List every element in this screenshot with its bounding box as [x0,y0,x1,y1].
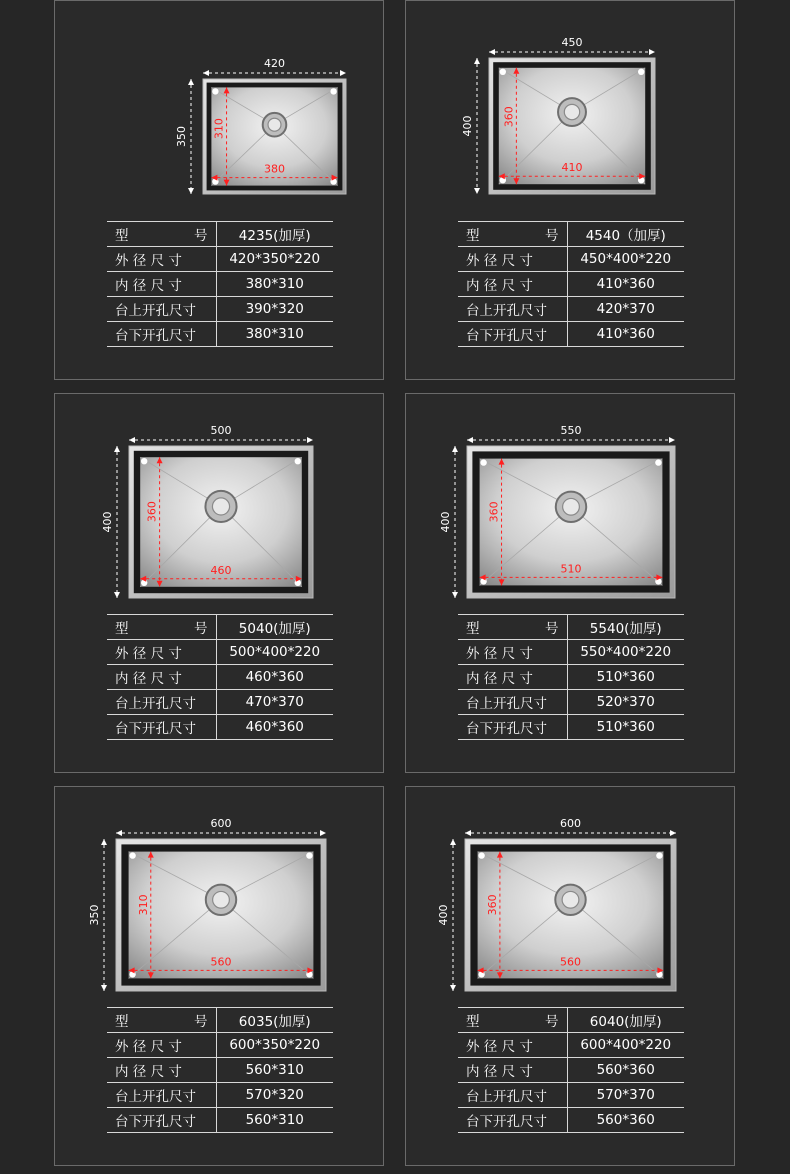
row-top-cutout [107,690,333,715]
sink-panel-4540 [405,0,735,380]
inner-width-label: 380 [264,162,285,176]
label-outer: 外 径 尺 寸 [458,247,567,272]
sink-diagram [406,1,736,216]
value-outer: 550*400*220 [580,644,672,660]
corner-highlight [141,458,147,464]
row-top-cutout [107,297,333,322]
corner-highlight [330,88,336,94]
inner-height-label: 310 [136,894,150,916]
outer-height-label: 400 [437,904,450,926]
label-under-cutout: 台下开孔尺寸 [107,322,216,347]
label-inner: 内 径 尺 寸 [107,665,216,690]
row-outer [107,640,333,665]
value-model: 4235(加厚) [238,228,311,244]
label-top-cutout: 台上开孔尺寸 [458,1083,567,1108]
outer-height-arrows [452,446,458,598]
value-under-cutout: 380*310 [245,326,304,342]
spec-table [458,221,684,347]
sink-top-view-illustration [406,787,736,1002]
sink-diagram [406,394,736,609]
value-inner: 460*360 [245,669,304,685]
corner-highlight [656,852,662,858]
sink-diagram [55,787,385,1002]
row-top-cutout [458,1083,684,1108]
outer-height-label: 350 [175,126,188,147]
row-under-cutout [107,715,333,740]
row-inner [107,1058,333,1083]
label-model: 型 号 [107,222,216,247]
row-outer [107,247,333,272]
drain-center [212,498,229,515]
inner-width-label: 510 [560,562,582,576]
inner-height-label: 360 [485,894,499,916]
label-outer: 外 径 尺 寸 [458,640,567,665]
label-under-cutout: 台下开孔尺寸 [107,715,216,740]
corner-highlight [306,852,312,858]
outer-height-arrows [450,839,456,991]
label-outer: 外 径 尺 寸 [458,1033,567,1058]
label-top-cutout: 台上开孔尺寸 [458,297,567,322]
label-model: 型 号 [107,615,216,640]
row-top-cutout [107,1083,333,1108]
value-under-cutout: 460*360 [245,719,304,735]
label-model: 型 号 [458,1008,567,1033]
value-top-cutout: 470*370 [245,694,304,710]
row-inner [107,272,333,297]
outer-height-label: 400 [461,115,474,137]
value-model: 6035(加厚) [238,1014,311,1030]
row-inner [458,272,684,297]
value-model: 6040(加厚) [589,1014,662,1030]
value-model: 5540(加厚) [589,621,662,637]
row-under-cutout [458,715,684,740]
label-under-cutout: 台下开孔尺寸 [107,1108,216,1133]
label-outer: 外 径 尺 寸 [107,640,216,665]
drain-center [562,891,579,908]
row-under-cutout [107,322,333,347]
sink-diagram [55,1,385,216]
drain-center [213,891,230,908]
value-top-cutout: 570*370 [596,1087,655,1103]
value-inner: 560*360 [596,1062,655,1078]
label-model: 型 号 [458,615,567,640]
value-outer: 420*350*220 [229,251,321,267]
sink-top-view-illustration [55,1,385,216]
row-outer [107,1033,333,1058]
value-under-cutout: 510*360 [596,719,655,735]
row-outer [458,247,684,272]
corner-highlight [638,69,644,75]
value-model: 4540（加厚) [585,228,666,244]
sink-panel-5540 [405,393,735,773]
value-top-cutout: 390*320 [245,301,304,317]
row-outer [458,1033,684,1058]
sink-top-view-illustration [406,394,736,609]
inner-height-label: 360 [145,501,159,523]
value-outer: 450*400*220 [580,251,672,267]
row-inner [107,665,333,690]
value-outer: 600*400*220 [580,1037,672,1053]
outer-height-arrows [114,446,120,598]
corner-highlight [129,852,135,858]
sink-top-view-illustration [55,787,385,1002]
outer-width-label: 550 [560,424,582,437]
label-outer: 外 径 尺 寸 [107,1033,216,1058]
value-inner: 510*360 [596,669,655,685]
drain-center [268,118,281,131]
value-model: 5040(加厚) [238,621,311,637]
row-inner [458,665,684,690]
inner-width-label: 560 [210,955,232,969]
spec-table [458,1007,684,1133]
label-model: 型 号 [458,222,567,247]
outer-width-label: 450 [561,36,583,49]
value-top-cutout: 420*370 [596,301,655,317]
row-model [107,222,333,247]
inner-height-label: 360 [502,106,516,128]
row-model [458,1008,684,1033]
value-top-cutout: 520*370 [596,694,655,710]
label-under-cutout: 台下开孔尺寸 [458,715,567,740]
sink-top-view-illustration [55,394,385,609]
row-model [107,1008,333,1033]
label-top-cutout: 台上开孔尺寸 [107,690,216,715]
row-model [458,615,684,640]
sink-diagram [55,394,385,609]
outer-width-label: 600 [210,817,232,830]
outer-width-label: 600 [560,817,581,830]
value-inner: 560*310 [245,1062,304,1078]
value-top-cutout: 570*320 [245,1087,304,1103]
label-inner: 内 径 尺 寸 [458,665,567,690]
value-outer: 600*350*220 [229,1037,321,1053]
spec-table [107,1007,333,1133]
corner-highlight [480,459,486,465]
corner-highlight [478,852,484,858]
label-inner: 内 径 尺 寸 [458,1058,567,1083]
label-top-cutout: 台上开孔尺寸 [107,297,216,322]
row-model [107,615,333,640]
row-under-cutout [458,322,684,347]
spec-table [107,221,333,347]
sink-panel-6040 [405,786,735,1166]
row-under-cutout [107,1108,333,1133]
corner-highlight [295,458,301,464]
value-under-cutout: 560*360 [596,1112,655,1128]
row-top-cutout [458,297,684,322]
spec-table [107,614,333,740]
inner-height-label: 360 [487,501,501,523]
inner-width-label: 460 [210,563,232,577]
row-under-cutout [458,1108,684,1133]
corner-highlight [500,69,506,75]
sink-panel-5040 [54,393,384,773]
outer-height-label: 350 [88,904,101,926]
sink-panel-6035 [54,786,384,1166]
sink-top-view-illustration [406,1,736,216]
row-inner [458,1058,684,1083]
value-outer: 500*400*220 [229,644,321,660]
inner-width-label: 560 [560,955,581,969]
outer-height-arrows [101,839,107,991]
value-under-cutout: 410*360 [596,326,655,342]
corner-highlight [655,459,661,465]
sink-panel-4235 [54,0,384,380]
corner-highlight [212,88,218,94]
label-under-cutout: 台下开孔尺寸 [458,1108,567,1133]
label-inner: 内 径 尺 寸 [458,272,567,297]
outer-height-label: 400 [439,511,452,533]
drain-center [564,104,579,119]
label-inner: 内 径 尺 寸 [107,272,216,297]
value-inner: 380*310 [245,276,304,292]
label-top-cutout: 台上开孔尺寸 [458,690,567,715]
label-model: 型 号 [107,1008,216,1033]
spec-table [458,614,684,740]
outer-width-label: 500 [210,424,232,437]
row-model [458,222,684,247]
label-under-cutout: 台下开孔尺寸 [458,322,567,347]
sink-diagram [406,787,736,1002]
label-outer: 外 径 尺 寸 [107,247,216,272]
inner-width-label: 410 [561,161,583,175]
row-outer [458,640,684,665]
value-under-cutout: 560*310 [245,1112,304,1128]
label-inner: 内 径 尺 寸 [107,1058,216,1083]
value-inner: 410*360 [596,276,655,292]
drain-center [563,498,580,515]
outer-height-label: 400 [101,511,114,533]
label-top-cutout: 台上开孔尺寸 [107,1083,216,1108]
inner-height-label: 310 [212,118,226,140]
outer-width-label: 420 [264,57,285,70]
row-top-cutout [458,690,684,715]
